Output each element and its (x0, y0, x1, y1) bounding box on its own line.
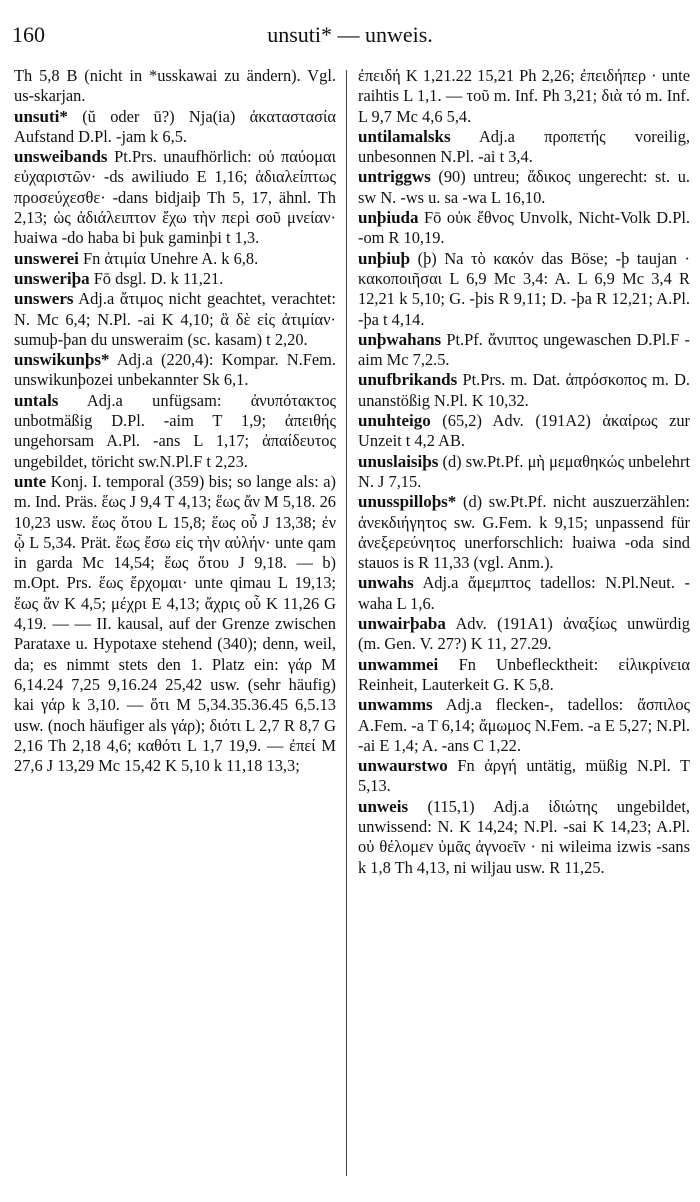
left-column (14, 66, 336, 1188)
dictionary-entry (358, 756, 690, 797)
entry-text: Fn Unbeflecktheit: εἰλικρίνεια Reinheit, Lauterkeit G. K 5,8. (358, 654, 690, 694)
entry-headword: unþiuþ (358, 248, 410, 268)
entry-headword: unwahs (358, 573, 414, 593)
entry-headword: unþiuda (358, 208, 419, 228)
entry-headword: unusspilloþs* (358, 492, 457, 512)
dictionary-entry (358, 249, 690, 330)
dictionary-entry (14, 66, 336, 107)
entry-text: ἐπειδή K 1,21.22 15,21 Ph 2,26; ἐπειδήπερ · unte raihtis L 1,1. — τοῦ m. Inf. Ph 3,21; διὰ τό m. Inf. L 9,7 Mc 4,6 5,4. (358, 66, 690, 126)
dictionary-entry (358, 208, 690, 249)
column-divider (346, 70, 347, 1176)
page-header (12, 14, 688, 50)
entry-text: Fō οὐκ ἔθνος Unvolk, Nicht-Volk D.Pl. -om R 10,19. (358, 208, 690, 248)
dictionary-entry (358, 452, 690, 493)
entry-headword: unsweriþa (14, 268, 90, 288)
dictionary-entry (358, 167, 690, 208)
entry-text: (d) sw.Pt.Pf. μὴ μεμαθηκώς unbelehrt N. J 7,15. (358, 451, 690, 491)
entry-headword: unweis (358, 796, 409, 816)
dictionary-entry (14, 350, 336, 391)
entry-text: (90) untreu; ἄδικος ungerecht: st. u. sw N. -ws u. sa -wa L 16,10. (358, 167, 690, 207)
entry-text: Pt.Prs. m. Dat. ἀπρόσκοπος m. D. unanstößig N.Pl. K 10,32. (358, 370, 690, 410)
entry-headword: unwaurstwo (358, 756, 448, 776)
entry-text: Adj.a unfügsam: ἀνυπότακτος unbotmäßig D.Pl. -aim T 1,9; ἀπειθής ungehorsam A.Pl. -ans L 1,17; ἀπαίδευτος ungebildet, töricht sw.N.Pl.F t 2,23. (14, 390, 336, 471)
entry-headword: unwamms (358, 695, 433, 715)
entry-text: Konj. I. temporal (359) bis; so lange als: a) m. Ind. Präs. ἕως J 9,4 T 4,13; ἕως ἄν M 5,18. 26 10,23 usw. ἕως ὅτου L 15,8; ἕως οὗ J 13,38; ἐν ᾧ L 5,34. Prät. ἕως ἔσω εἰς τὴν αὐλήν· unte qam in garda Mc 14,54; ἕως ὅτου J 9,18. — b) m.Opt. Prs. ἕως ἔρχομαι· unte qimau L 19,13; ἕως ἄν K 4,5; μέχρι E 4,13; ἄχρις οὗ K 11,26 G 4,19. — — II. kausal, auf der Grenze zwischen Parataxe u. Hypotaxe stehend (340); denn, weil, da; es nimmt stets den 1. Platz ein: γάρ M 6,14.24 7,25 9,16.24 25,42 usw. (sehr häufig) kai γάρ k 3,10. — ὅτι M 5,34.35.36.45 6,5.13 usw. (noch häufiger als γάρ); διότι L 2,7 R 8,7 G 2,16 Th 2,18 4,6; καθότι L 1,7 19,9. — ἐπεί M 27,6 J 13,29 Mc 15,42 K 5,10 k 11,18 13,3; (14, 471, 336, 776)
entry-text: Adj.a προπετής voreilig, unbesonnen N.Pl. -ai t 3,4. (358, 126, 690, 167)
dictionary-entry (358, 370, 690, 411)
dictionary-entry (14, 289, 336, 350)
dictionary-entry (358, 655, 690, 696)
running-head: unsuti* — unweis. (267, 22, 433, 47)
dictionary-entry (14, 391, 336, 472)
entry-text: Adv. (191A1) ἀναξίως unwürdig (m. Gen. V. 27?) K 11, 27.29. (358, 614, 690, 654)
entry-headword: untriggws (358, 167, 431, 187)
entry-text: (65,2) Adv. (191A2) ἀκαίρως zur Unzeit t 4,2 AB. (358, 411, 690, 451)
entry-headword: unswerei (14, 248, 79, 268)
right-column (358, 66, 690, 1188)
entry-text: Adj.a ἄμεμπτος tadellos: N.Pl.Neut. -waha L 1,6. (358, 573, 690, 613)
entry-text: Pt.Prs. unaufhörlich: οὐ παύομαι εὐχαριστῶν· -ds awiliudo E 1,16; ἀδιαλείπτως προσεύχεσθε· -dans bidjaiþ Th 5, 17, ähnl. Th 2,13; ὡς ἀδιάλειπτον ἔχω τὴν περὶ σοῦ μνείαν· ƕaiwa -do haba bi þuk gaminþi t 1,3. (14, 147, 336, 248)
entry-headword: unte (14, 471, 47, 491)
entry-headword: untilamalsks (358, 126, 451, 146)
dictionary-entry (358, 797, 690, 878)
dictionary-entry (358, 66, 690, 127)
entry-text: Fō dsgl. D. k 11,21. (93, 268, 224, 288)
entry-headword: unufbrikands (358, 370, 458, 390)
text-columns (14, 66, 690, 1188)
dictionary-entry (358, 330, 690, 371)
entry-text: Fn ἀργή untätig, müßig N.Pl. T 5,13. (358, 756, 690, 796)
entry-text: (d) sw.Pt.Pf. nicht auszuerzählen: ἀνεκδιήγητος sw. G.Fem. k 9,15; unpassend für ἀνεξερεύνητος unerforschlich: ƕaiwa -oda sind stauos is R 11,33 (vgl. Anm.). (358, 492, 690, 573)
dictionary-entry (358, 695, 690, 756)
entry-headword: unwammei (358, 654, 439, 674)
dictionary-entry (358, 614, 690, 655)
entry-text: Fn ἀτιμία Unehre A. k 6,8. (82, 248, 259, 268)
dictionary-entry (14, 147, 336, 248)
entry-text: Adj.a ἄτιμος nicht geachtet, verachtet: N. Mc 6,4; N.Pl. -ai K 4,10; ἃ δὲ εἰς ἀτιμίαν· sumuþ-þan du unsweraim (sc. kasam) t 2,20. (14, 289, 336, 349)
dictionary-entry (14, 249, 336, 269)
entry-text: (ŭ oder ū?) Nja(ia) ἀκαταστασία Aufstand D.Pl. -jam k 6,5. (14, 106, 336, 146)
entry-text: Adj.a flecken-, tadellos: ἄσπιλος A.Fem. -a T 6,14; ἄμωμος N.Fem. -a E 5,27; N.Pl. -ai E 1,4; A. -ans C 1,22. (358, 695, 690, 755)
dictionary-entry (358, 492, 690, 573)
entry-headword: unsweibands (14, 147, 108, 167)
entry-headword: unsuti* (14, 106, 68, 126)
entry-headword: unswers (14, 289, 74, 309)
dictionary-entry (358, 573, 690, 614)
dictionary-entry (14, 107, 336, 148)
entry-headword: unþwahans (358, 329, 442, 349)
entry-headword: unwairþaba (358, 614, 446, 634)
dictionary-entry (14, 472, 336, 776)
page-number: 160 (12, 22, 45, 47)
entry-headword: untals (14, 390, 59, 410)
dictionary-entry (14, 269, 336, 289)
entry-headword: unswikunþs* (14, 350, 110, 370)
entry-headword: unuhteigo (358, 411, 431, 431)
entry-headword: unuslaisiþs (358, 451, 439, 471)
entry-text: (þ) Na τὸ κακόν das Böse; -þ taujan · κακοποιῆσαι L 6,9 Mc 3,4: A. L 6,9 Mc 3,4 R 12,21 k 5,10; G. -þis R 9,11; D. -þa R 12,21; A.Pl. -þa t 4,14. (358, 248, 690, 329)
entry-text: Pt.Pf. ἄνιπτος ungewaschen D.Pl.F -aim Mc 7,2.5. (358, 329, 690, 370)
entry-text: Adj.a (220,4): Kompar. N.Fem. unswikunþozei unbekannter Sk 6,1. (14, 350, 336, 390)
entry-text: Th 5,8 B (nicht in *usskawai zu ändern). Vgl. us-skarjan. (14, 66, 336, 106)
dictionary-entry (358, 411, 690, 452)
entry-text: (115,1) Adj.a ἰδιώτης ungebildet, unwissend: N. K 14,24; N.Pl. -sai K 14,23; A.Pl. οὐ θέλομεν ὑμᾶς ἀγνοεῖν · ni wileima izwis -sans k 1,8 Th 4,13, ni wiljau usw. R 11,25. (358, 796, 690, 877)
dictionary-entry (358, 127, 690, 168)
